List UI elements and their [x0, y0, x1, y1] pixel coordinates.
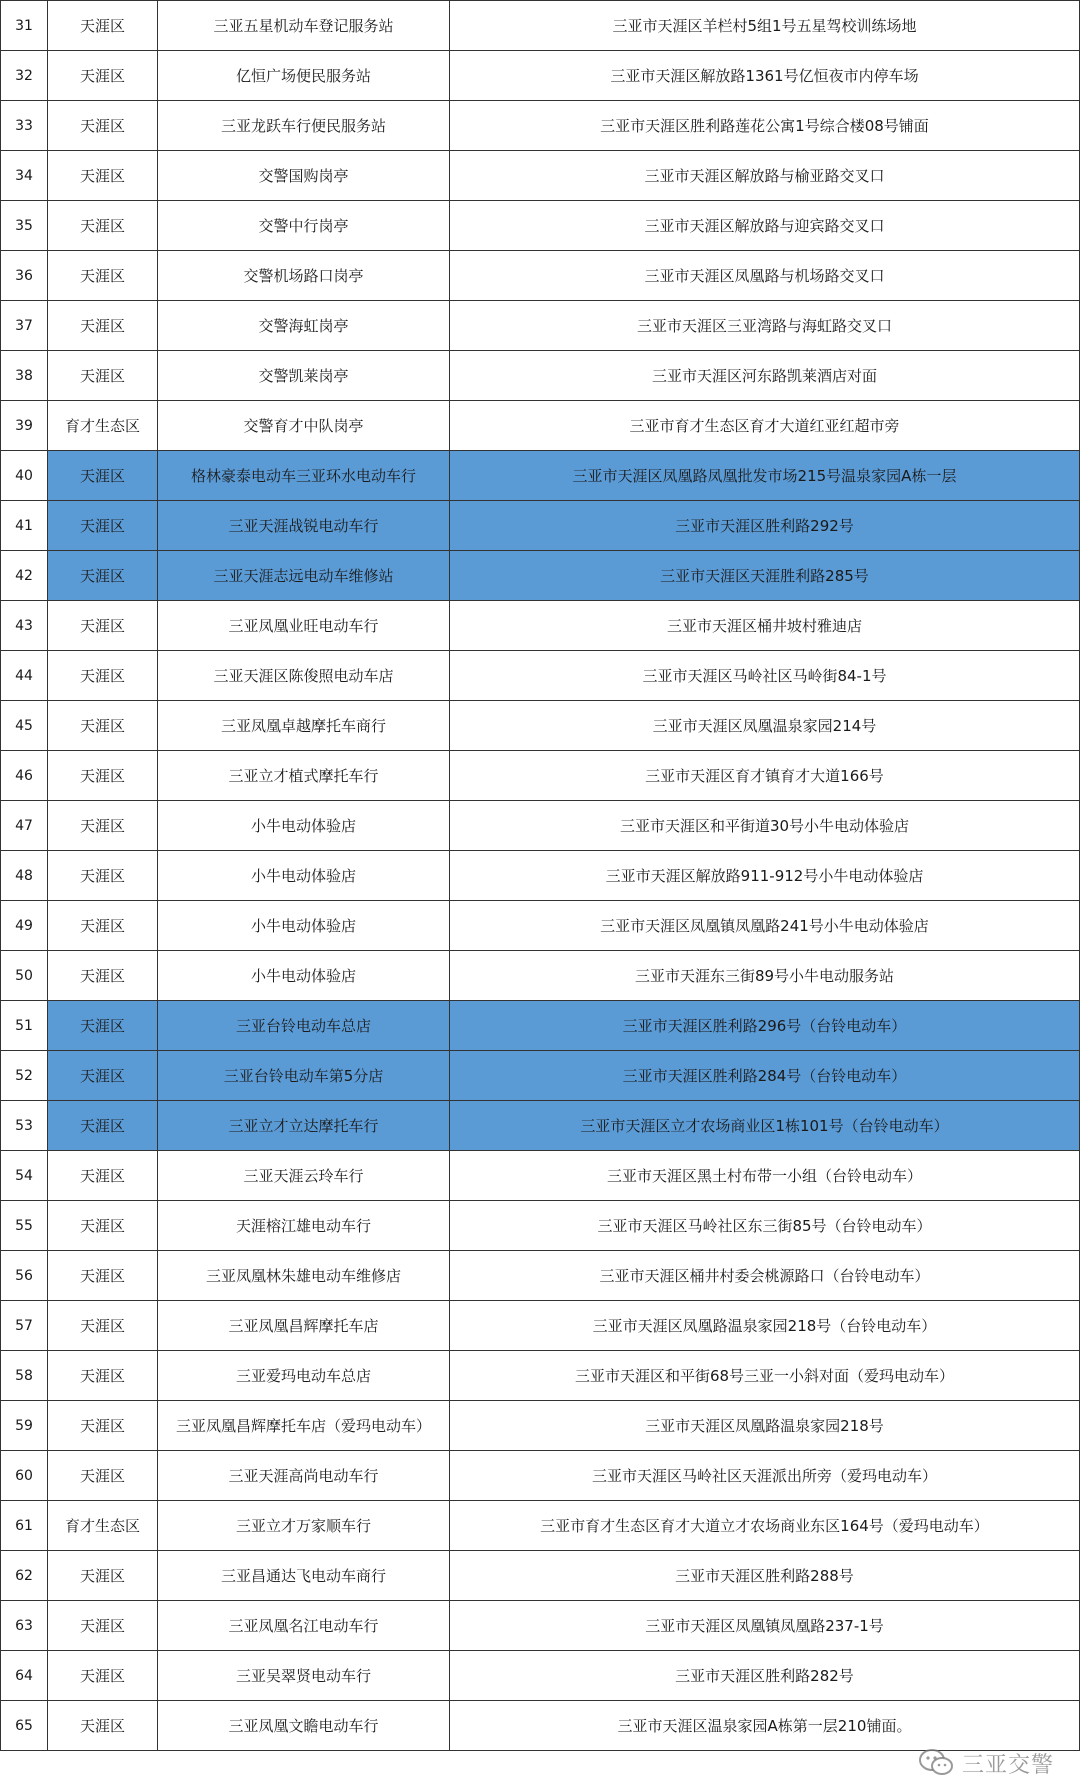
address-cell: 三亚市天涯区凤凰路温泉家园218号（台铃电动车） [450, 1301, 1080, 1351]
site-name-cell: 三亚凤凰卓越摩托车商行 [158, 701, 450, 751]
table-row [1, 551, 1080, 601]
site-name-cell: 三亚台铃电动车总店 [158, 1001, 450, 1051]
site-name-cell: 三亚天涯云玲车行 [158, 1151, 450, 1201]
site-name-cell: 三亚龙跃车行便民服务站 [158, 101, 450, 151]
district-cell: 天涯区 [48, 51, 158, 101]
row-number-cell: 62 [1, 1551, 48, 1601]
row-number-cell: 32 [1, 51, 48, 101]
site-name-cell: 小牛电动体验店 [158, 901, 450, 951]
address-cell: 三亚市天涯区胜利路莲花公寓1号综合楼08号铺面 [450, 101, 1080, 151]
table-row [1, 1001, 1080, 1051]
row-number-cell: 44 [1, 651, 48, 701]
wechat-icon [918, 1748, 954, 1778]
table-row [1, 1351, 1080, 1401]
address-cell: 三亚市天涯区桶井村委会桃源路口（台铃电动车） [450, 1251, 1080, 1301]
district-cell: 天涯区 [48, 1301, 158, 1351]
table-row [1, 1451, 1080, 1501]
address-cell: 三亚市天涯区胜利路282号 [450, 1651, 1080, 1701]
site-name-cell: 三亚立才植式摩托车行 [158, 751, 450, 801]
site-name-cell: 三亚台铃电动车第5分店 [158, 1051, 450, 1101]
address-cell: 三亚市天涯区解放路1361号亿恒夜市内停车场 [450, 51, 1080, 101]
address-cell: 三亚市天涯区育才镇育才大道166号 [450, 751, 1080, 801]
site-name-cell: 格林豪泰电动车三亚环水电动车行 [158, 451, 450, 501]
row-number-cell: 54 [1, 1151, 48, 1201]
address-cell: 三亚市天涯区凤凰温泉家园214号 [450, 701, 1080, 751]
table-row [1, 1501, 1080, 1551]
row-number-cell: 38 [1, 351, 48, 401]
address-cell: 三亚市天涯区胜利路292号 [450, 501, 1080, 551]
district-cell: 天涯区 [48, 1201, 158, 1251]
district-cell: 天涯区 [48, 701, 158, 751]
table-row [1, 901, 1080, 951]
address-cell: 三亚市天涯区河东路凯莱酒店对面 [450, 351, 1080, 401]
table-row [1, 201, 1080, 251]
site-name-cell: 三亚凤凰林朱雄电动车维修店 [158, 1251, 450, 1301]
table-row [1, 951, 1080, 1001]
row-number-cell: 60 [1, 1451, 48, 1501]
table-row [1, 51, 1080, 101]
site-name-cell: 天涯榕江雄电动车行 [158, 1201, 450, 1251]
table-row [1, 1551, 1080, 1601]
table-row [1, 451, 1080, 501]
site-name-cell: 三亚五星机动车登记服务站 [158, 1, 450, 51]
table-row [1, 301, 1080, 351]
district-cell: 天涯区 [48, 1051, 158, 1101]
address-cell: 三亚市天涯区胜利路288号 [450, 1551, 1080, 1601]
address-cell: 三亚市天涯区马岭社区天涯派出所旁（爱玛电动车） [450, 1451, 1080, 1501]
row-number-cell: 45 [1, 701, 48, 751]
site-name-cell: 三亚凤凰昌辉摩托车店（爱玛电动车） [158, 1401, 450, 1451]
row-number-cell: 35 [1, 201, 48, 251]
row-number-cell: 41 [1, 501, 48, 551]
address-cell: 三亚市育才生态区育才大道立才农场商业东区164号（爱玛电动车） [450, 1501, 1080, 1551]
district-cell: 天涯区 [48, 1251, 158, 1301]
site-name-cell: 三亚天涯高尚电动车行 [158, 1451, 450, 1501]
district-cell: 天涯区 [48, 651, 158, 701]
address-cell: 三亚市天涯区凤凰路凤凰批发市场215号温泉家园A栋一层 [450, 451, 1080, 501]
row-number-cell: 34 [1, 151, 48, 201]
table-row [1, 401, 1080, 451]
district-cell: 天涯区 [48, 301, 158, 351]
table-row [1, 1101, 1080, 1151]
district-cell: 天涯区 [48, 1701, 158, 1751]
site-name-cell: 三亚凤凰名江电动车行 [158, 1601, 450, 1651]
district-cell: 天涯区 [48, 1651, 158, 1701]
site-name-cell: 三亚立才立达摩托车行 [158, 1101, 450, 1151]
district-cell: 天涯区 [48, 351, 158, 401]
district-cell: 天涯区 [48, 201, 158, 251]
site-name-cell: 交警国购岗亭 [158, 151, 450, 201]
address-cell: 三亚市天涯区解放路911-912号小牛电动体验店 [450, 851, 1080, 901]
table-row [1, 1651, 1080, 1701]
address-cell: 三亚市天涯区解放路与榆亚路交叉口 [450, 151, 1080, 201]
row-number-cell: 47 [1, 801, 48, 851]
table-row [1, 1151, 1080, 1201]
site-name-cell: 三亚凤凰业旺电动车行 [158, 601, 450, 651]
address-cell: 三亚市天涯区和平街68号三亚一小斜对面（爱玛电动车） [450, 1351, 1080, 1401]
district-cell: 天涯区 [48, 1001, 158, 1051]
site-name-cell: 三亚天涯志远电动车维修站 [158, 551, 450, 601]
table-row [1, 1201, 1080, 1251]
address-cell: 三亚市天涯区胜利路296号（台铃电动车） [450, 1001, 1080, 1051]
row-number-cell: 63 [1, 1601, 48, 1651]
address-cell: 三亚市天涯东三街89号小牛电动服务站 [450, 951, 1080, 1001]
address-cell: 三亚市天涯区马岭社区马岭街84-1号 [450, 651, 1080, 701]
row-number-cell: 43 [1, 601, 48, 651]
district-cell: 天涯区 [48, 501, 158, 551]
row-number-cell: 61 [1, 1501, 48, 1551]
site-name-cell: 三亚吴翠贤电动车行 [158, 1651, 450, 1701]
row-number-cell: 55 [1, 1201, 48, 1251]
site-name-cell: 小牛电动体验店 [158, 851, 450, 901]
table-row [1, 701, 1080, 751]
row-number-cell: 36 [1, 251, 48, 301]
table-row [1, 251, 1080, 301]
address-cell: 三亚市天涯区羊栏村5组1号五星驾校训练场地 [450, 1, 1080, 51]
address-cell: 三亚市天涯区凤凰路与机场路交叉口 [450, 251, 1080, 301]
table-row [1, 851, 1080, 901]
table-row [1, 751, 1080, 801]
table-row [1, 151, 1080, 201]
district-cell: 天涯区 [48, 101, 158, 151]
row-number-cell: 51 [1, 1001, 48, 1051]
table-row [1, 101, 1080, 151]
district-cell: 天涯区 [48, 551, 158, 601]
table-row [1, 801, 1080, 851]
site-name-cell: 交警育才中队岗亭 [158, 401, 450, 451]
row-number-cell: 40 [1, 451, 48, 501]
address-cell: 三亚市天涯区解放路与迎宾路交叉口 [450, 201, 1080, 251]
watermark-text: 三亚交警 [961, 1751, 1054, 1777]
site-name-cell: 交警凯莱岗亭 [158, 351, 450, 401]
row-number-cell: 57 [1, 1301, 48, 1351]
district-cell: 天涯区 [48, 901, 158, 951]
address-cell: 三亚市天涯区黑土村布带一小组（台铃电动车） [450, 1151, 1080, 1201]
address-cell: 三亚市天涯区胜利路284号（台铃电动车） [450, 1051, 1080, 1101]
row-number-cell: 42 [1, 551, 48, 601]
table-row [1, 1, 1080, 51]
row-number-cell: 39 [1, 401, 48, 451]
address-cell: 三亚市天涯区天涯胜利路285号 [450, 551, 1080, 601]
site-name-cell: 交警机场路口岗亭 [158, 251, 450, 301]
address-cell: 三亚市天涯区马岭社区东三街85号（台铃电动车） [450, 1201, 1080, 1251]
table-row [1, 501, 1080, 551]
district-cell: 天涯区 [48, 1551, 158, 1601]
site-name-cell: 交警海虹岗亭 [158, 301, 450, 351]
site-name-cell: 三亚昌通达飞电动车商行 [158, 1551, 450, 1601]
site-name-cell: 三亚凤凰文瞻电动车行 [158, 1701, 450, 1751]
table-row [1, 1401, 1080, 1451]
row-number-cell: 58 [1, 1351, 48, 1401]
row-number-cell: 48 [1, 851, 48, 901]
site-name-cell: 三亚爱玛电动车总店 [158, 1351, 450, 1401]
address-cell: 三亚市天涯区凤凰镇凤凰路241号小牛电动体验店 [450, 901, 1080, 951]
district-cell: 育才生态区 [48, 1501, 158, 1551]
row-number-cell: 52 [1, 1051, 48, 1101]
district-cell: 天涯区 [48, 601, 158, 651]
row-number-cell: 53 [1, 1101, 48, 1151]
site-name-cell: 三亚凤凰昌辉摩托车店 [158, 1301, 450, 1351]
address-cell: 三亚市天涯区桶井坡村雅迪店 [450, 601, 1080, 651]
table-row [1, 1701, 1080, 1751]
district-cell: 天涯区 [48, 1601, 158, 1651]
row-number-cell: 56 [1, 1251, 48, 1301]
site-name-cell: 三亚天涯区陈俊照电动车店 [158, 651, 450, 701]
address-cell: 三亚市天涯区温泉家园A栋第一层210铺面。 [450, 1701, 1080, 1751]
site-name-cell: 小牛电动体验店 [158, 801, 450, 851]
site-name-cell: 亿恒广场便民服务站 [158, 51, 450, 101]
district-cell: 天涯区 [48, 751, 158, 801]
table-row [1, 1051, 1080, 1101]
row-number-cell: 37 [1, 301, 48, 351]
site-name-cell: 小牛电动体验店 [158, 951, 450, 1001]
address-cell: 三亚市天涯区凤凰路温泉家园218号 [450, 1401, 1080, 1451]
district-cell: 天涯区 [48, 251, 158, 301]
table-row [1, 351, 1080, 401]
table-row [1, 1601, 1080, 1651]
address-cell: 三亚市天涯区三亚湾路与海虹路交叉口 [450, 301, 1080, 351]
district-cell: 天涯区 [48, 851, 158, 901]
site-name-cell: 三亚天涯战锐电动车行 [158, 501, 450, 551]
district-cell: 天涯区 [48, 1101, 158, 1151]
address-cell: 三亚市天涯区立才农场商业区1栋101号（台铃电动车） [450, 1101, 1080, 1151]
district-cell: 育才生态区 [48, 401, 158, 451]
district-cell: 天涯区 [48, 951, 158, 1001]
table-body [1, 1, 1080, 1751]
row-number-cell: 46 [1, 751, 48, 801]
district-cell: 天涯区 [48, 1151, 158, 1201]
district-cell: 天涯区 [48, 151, 158, 201]
address-cell: 三亚市育才生态区育才大道红亚红超市旁 [450, 401, 1080, 451]
address-cell: 三亚市天涯区和平街道30号小牛电动体验店 [450, 801, 1080, 851]
district-cell: 天涯区 [48, 1, 158, 51]
address-cell: 三亚市天涯区凤凰镇凤凰路237-1号 [450, 1601, 1080, 1651]
row-number-cell: 59 [1, 1401, 48, 1451]
site-name-cell: 三亚立才万家顺车行 [158, 1501, 450, 1551]
table-row [1, 1251, 1080, 1301]
district-cell: 天涯区 [48, 801, 158, 851]
row-number-cell: 33 [1, 101, 48, 151]
district-cell: 天涯区 [48, 451, 158, 501]
row-number-cell: 31 [1, 1, 48, 51]
row-number-cell: 65 [1, 1701, 48, 1751]
row-number-cell: 50 [1, 951, 48, 1001]
table-row [1, 651, 1080, 701]
table-row [1, 601, 1080, 651]
row-number-cell: 64 [1, 1651, 48, 1701]
row-number-cell: 49 [1, 901, 48, 951]
district-cell: 天涯区 [48, 1451, 158, 1501]
district-cell: 天涯区 [48, 1351, 158, 1401]
district-cell: 天涯区 [48, 1401, 158, 1451]
site-name-cell: 交警中行岗亭 [158, 201, 450, 251]
table-row [1, 1301, 1080, 1351]
